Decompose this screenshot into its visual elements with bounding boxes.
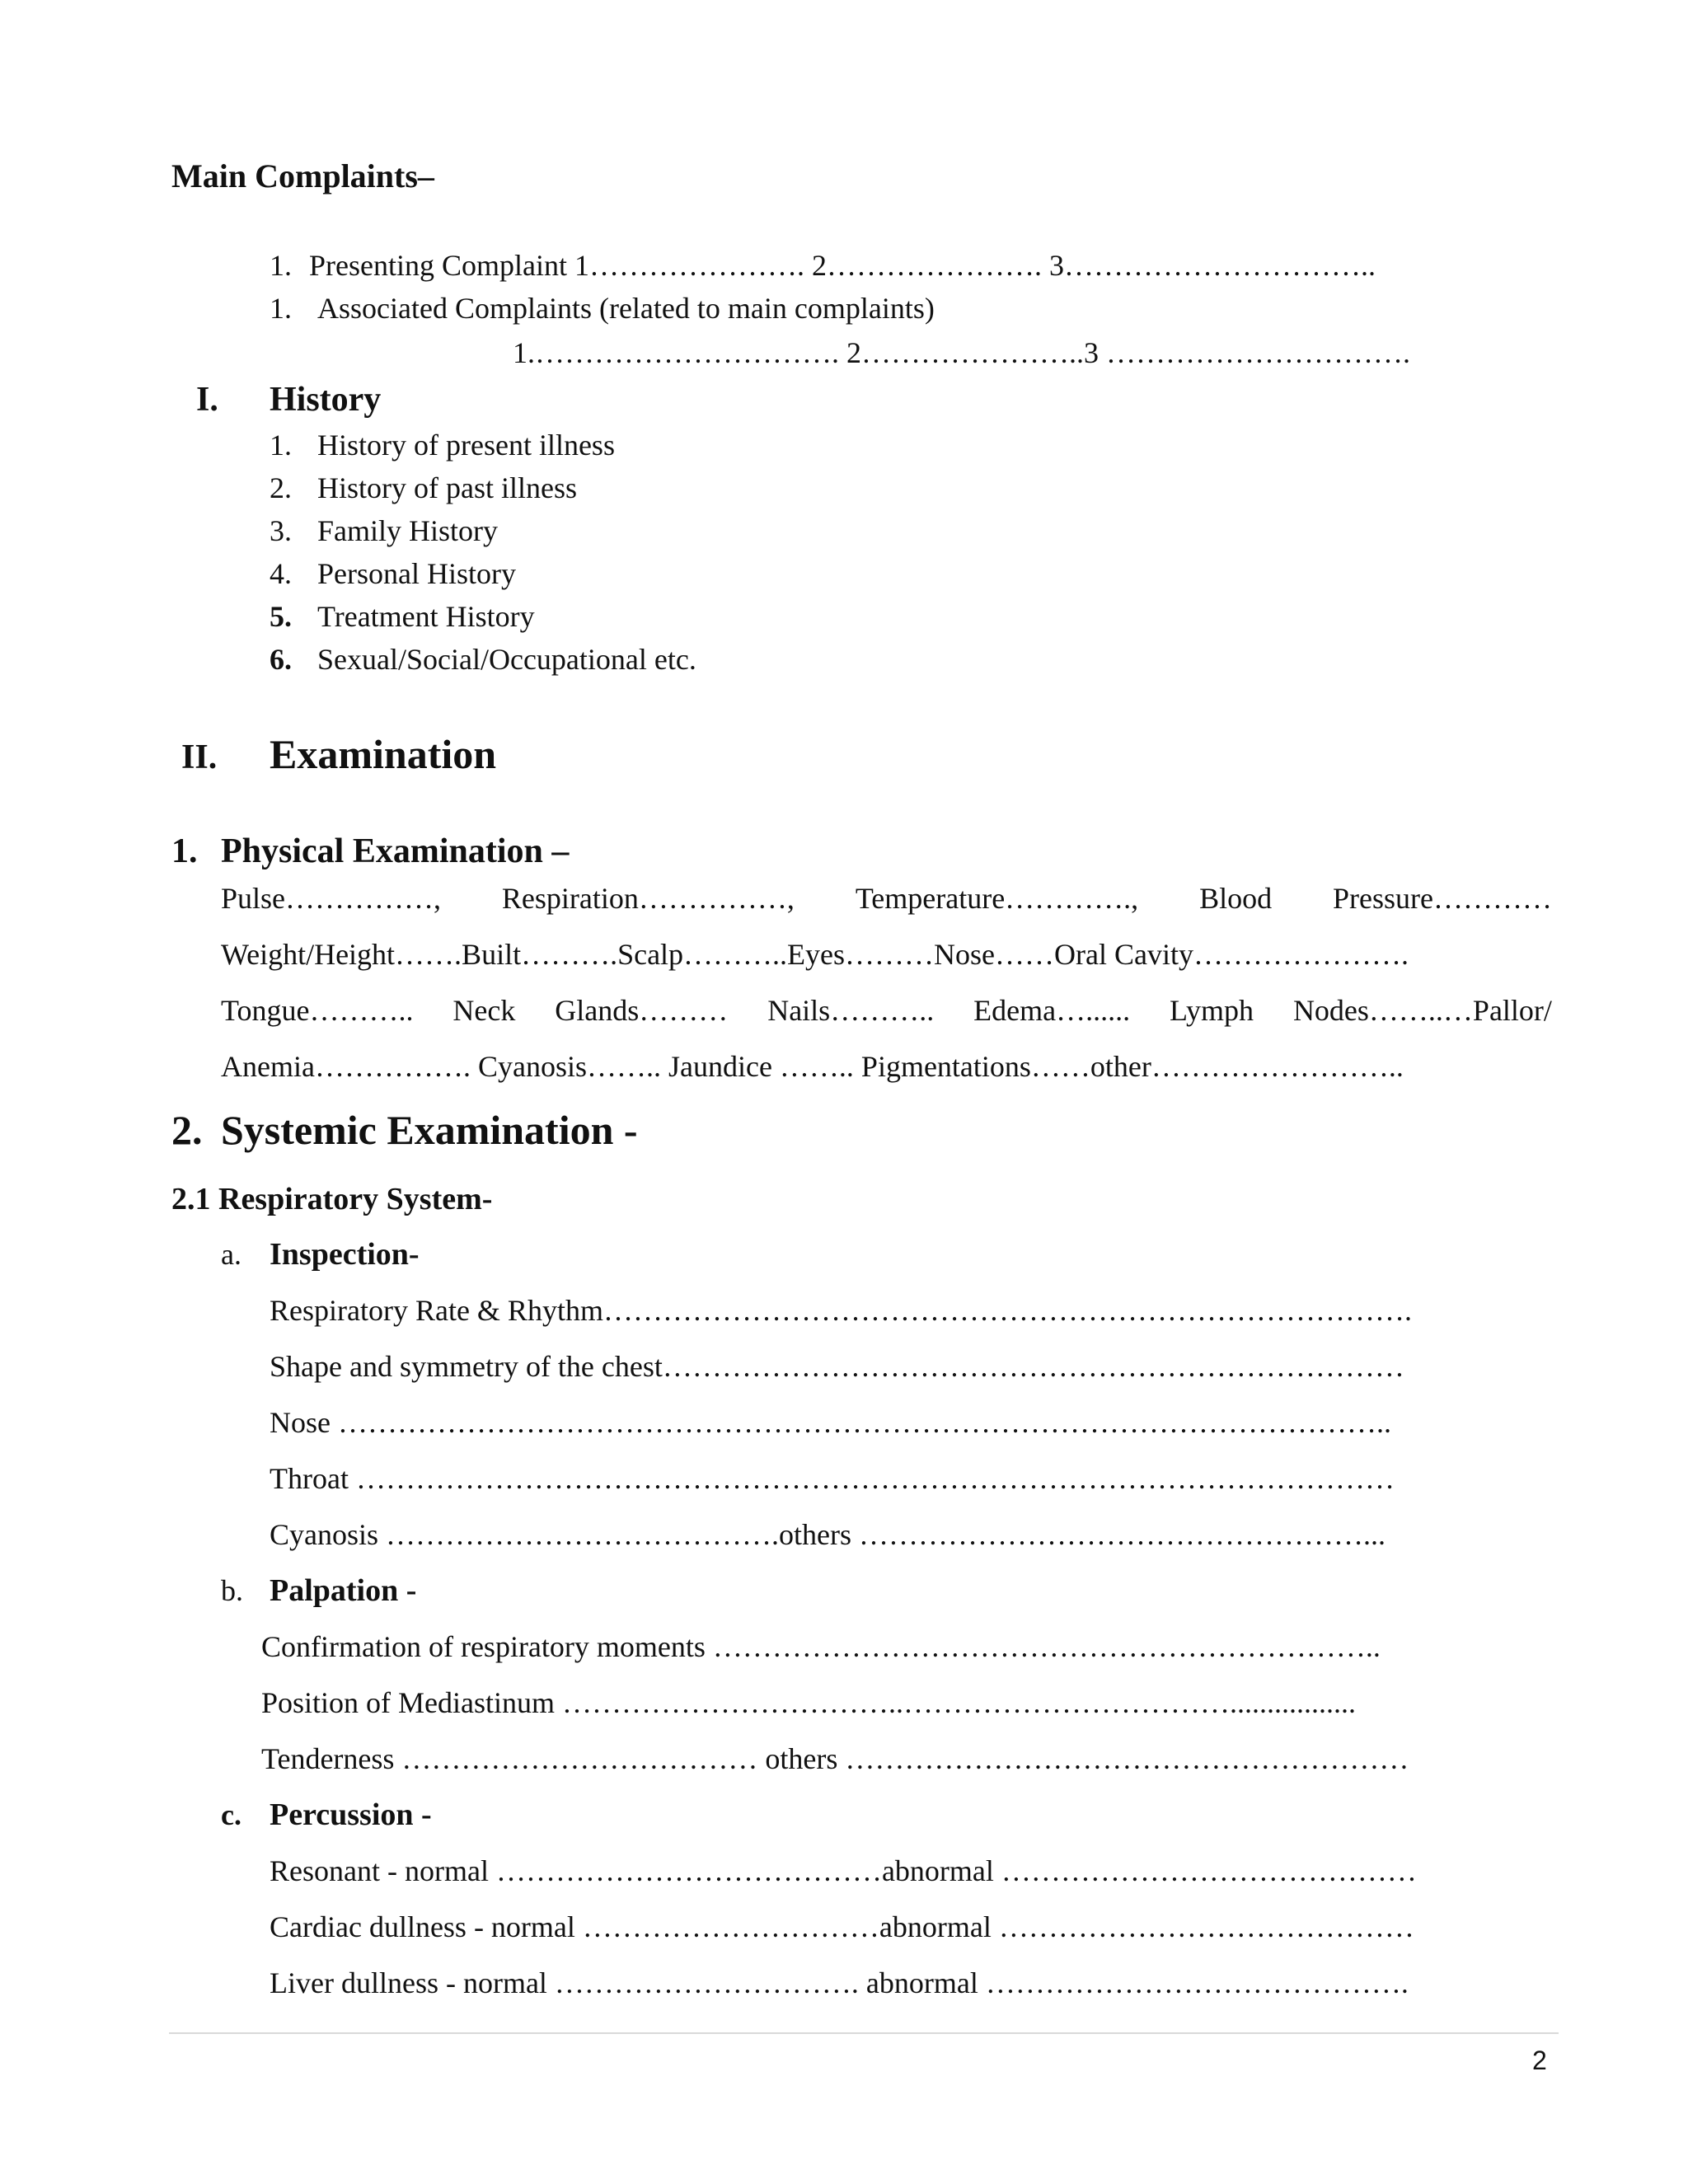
associated-complaint-number: 1. <box>270 292 292 325</box>
history-item-number: 6. <box>270 643 292 676</box>
history-item-number: 3. <box>270 514 292 547</box>
inspection-field: Shape and symmetry of the chest………………………………………………………………… <box>270 1350 1404 1383</box>
history-roman-numeral: I. <box>196 381 218 419</box>
main-complaints-heading: Main Complaints– <box>171 157 434 194</box>
glands-field: Glands……… <box>555 994 729 1027</box>
presenting-complaint-number: 1. <box>270 249 292 282</box>
neck-label: Neck <box>452 994 516 1027</box>
palpation-field: Confirmation of respiratory moments ………………………………………………………….. <box>261 1630 1381 1663</box>
edema-field: Edema…...... <box>973 994 1131 1027</box>
tongue-field: Tongue……….. <box>221 994 414 1027</box>
associated-complaint-blanks: 1.…………………………. 2…………………..3 …………………………. <box>513 336 1410 369</box>
nodes-field: Nodes……..…Pallor/ <box>1292 994 1552 1027</box>
examination-heading: Examination <box>270 731 497 777</box>
history-item-number: 5. <box>270 600 292 633</box>
palpation-field: Tenderness ……………………………… others ………………………………………………… <box>261 1742 1409 1775</box>
physical-exam-number: 1. <box>171 832 198 870</box>
inspection-field: Throat …………………………………………………………………………………………… <box>270 1462 1395 1495</box>
history-item: Sexual/Social/Occupational etc. <box>317 643 696 676</box>
palpation-letter: b. <box>221 1574 243 1607</box>
history-item-number: 4. <box>270 557 292 590</box>
history-item-number: 2. <box>270 471 292 504</box>
percussion-field: Liver dullness - normal …………………………. abnormal ……………………………………. <box>270 1966 1409 1999</box>
inspection-field: Respiratory Rate & Rhythm………………………………………………………………………. <box>270 1294 1412 1327</box>
physical-exam-body-line: Weight/Height…….Built……….Scalp………..Eyes………Nose……Oral Cavity…………………. <box>221 938 1409 971</box>
percussion-heading: Percussion - <box>270 1797 432 1832</box>
respiratory-system-heading: 2.1 Respiratory System- <box>171 1182 493 1216</box>
physical-exam-heading: Physical Examination – <box>221 832 570 870</box>
history-item-number: 1. <box>270 429 292 462</box>
physical-exam-signs-line <box>221 996 1552 1025</box>
page-number: 2 <box>1532 2046 1547 2075</box>
inspection-heading: Inspection- <box>270 1237 420 1272</box>
inspection-letter: a. <box>221 1238 241 1271</box>
percussion-field: Cardiac dullness - normal …………………………abnormal …………………………………… <box>270 1910 1414 1943</box>
associated-complaint-heading: Associated Complaints (related to main complaints) <box>317 292 935 325</box>
palpation-heading: Palpation - <box>270 1573 417 1608</box>
systemic-exam-heading: Systemic Examination - <box>221 1107 638 1153</box>
history-item: Treatment History <box>317 600 535 633</box>
history-heading: History <box>270 381 382 419</box>
respiration-field: Respiration……………, <box>501 882 795 915</box>
history-item: Personal History <box>317 557 516 590</box>
systemic-exam-number: 2. <box>171 1107 203 1153</box>
history-item: Family History <box>317 514 499 547</box>
inspection-field: Nose …………………………………………………………………………………………….. <box>270 1406 1391 1439</box>
temperature-field: Temperature…………., <box>855 882 1139 915</box>
nails-field: Nails……….. <box>767 994 935 1027</box>
percussion-field: Resonant - normal …………………………………abnormal …………………………………… <box>270 1854 1417 1887</box>
inspection-field: Cyanosis ………………………………….others ……………………………………………... <box>270 1518 1386 1551</box>
physical-exam-skin-line: Anemia……………. Cyanosis…….. Jaundice …….. Pigmentations……other…………………….. <box>221 1050 1404 1083</box>
presenting-complaint-line: Presenting Complaint 1…………………. 2…………………. 3………………………….. <box>309 249 1376 282</box>
history-item: History of past illness <box>317 471 577 504</box>
lymph-label: Lymph <box>1170 994 1254 1027</box>
history-item: History of present illness <box>317 429 615 462</box>
examination-roman-numeral: II. <box>181 738 218 776</box>
pressure-field: Pressure………… <box>1333 882 1552 915</box>
blood-label: Blood <box>1199 882 1273 915</box>
footer-divider <box>169 2032 1559 2034</box>
pulse-field: Pulse……………, <box>221 882 442 915</box>
palpation-field: Position of Mediastinum ……………………………..……………………………................. <box>261 1686 1357 1719</box>
physical-exam-vitals-line <box>221 883 1552 913</box>
percussion-letter: c. <box>221 1798 241 1831</box>
